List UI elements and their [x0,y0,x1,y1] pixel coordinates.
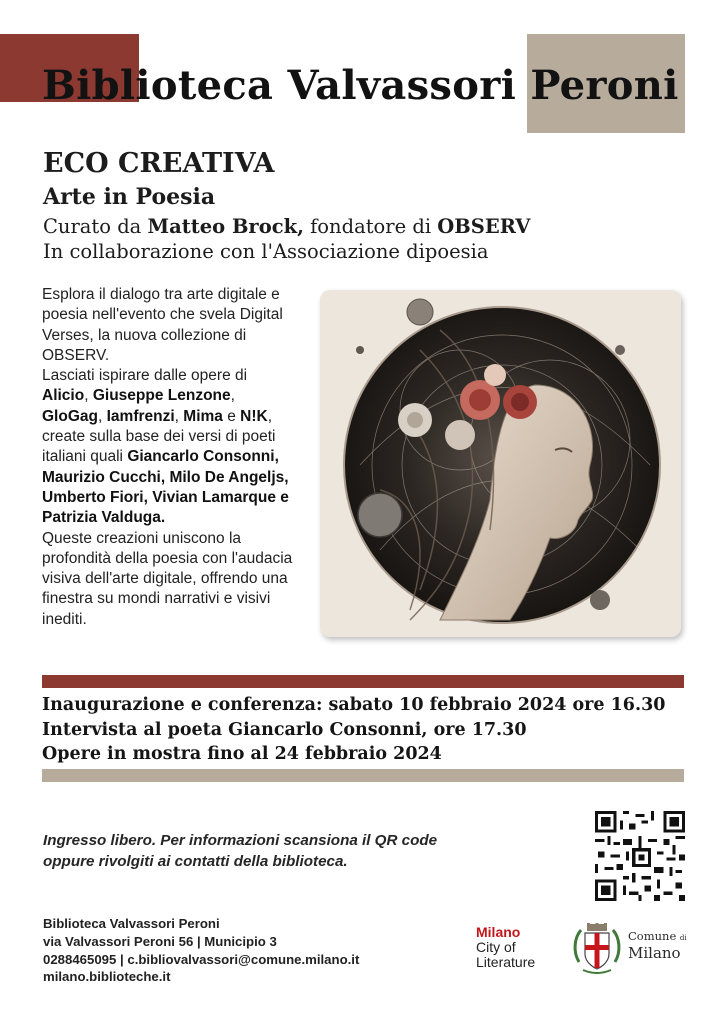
conjunction: e [222,407,241,425]
artist-name: N!K [240,407,268,425]
description-para-1: Esplora il dialogo tra arte digitale e poesia nell'evento che svela Digital Verses, la nuova collezione di OBSERV. [42,286,283,364]
collaboration-line: In collaborazione con l'Associazione dipoesia [43,240,489,263]
info-note [43,830,437,872]
brand-name: OBSERV [437,215,531,238]
artist-name: Alicio [42,387,85,405]
contact-website[interactable]: milano.biblioteche.it [43,969,171,985]
contact-address: via Valvassori Peroni 56 | Municipio 3 [43,933,277,949]
founder-text: fondatore di [303,215,438,238]
contact-block [43,915,359,986]
divider-beige [42,769,684,782]
logo-city-of-text: City of [476,939,516,955]
description-middle: create sulla base dei versi di poeti italiani quali [42,428,276,466]
description-intro: Lasciati ispirare dalle opere di [42,367,248,385]
info-line-1: Ingresso libero. Per informazioni scansiona il QR code [43,832,438,849]
artist-name: Iamfrenzi [106,407,175,425]
description [42,285,310,630]
description-para-2: Lasciati ispirare dalle opere di Alicio, Giuseppe Lenzone, GloGag, Iamfrenzi, Mima e N!K, create sulla base dei versi di poeti italiani quali Giancarlo Consonni, Maurizio Cucchi, Milo De Angeljs, Umberto Fiori, Vivian Lamarque e Patrizia Valduga. [42,367,289,527]
comune-di-text: di [679,934,687,942]
artist-name: Giuseppe Lenzone [92,387,231,405]
contact-phone-email[interactable]: 0288465095 | c.bibliovalvassori@comune.milano.it [43,951,360,967]
logo-literature-text: Literature [476,954,536,970]
library-title: Biblioteca Valvassori Peroni [42,62,679,109]
artist-name: Mima [183,407,223,425]
schedule-line-3: Opere in mostra fino al 24 febbraio 2024 [42,744,442,764]
city-of-literature-logo [476,925,535,970]
poets-list: Giancarlo Consonni, Maurizio Cucchi, Milo De Angeljs, Umberto Fiori, Vivian Lamarque e Patrizia Valduga. [42,448,289,527]
artist-name: GloGag [42,407,98,425]
comune-di-milano-logo [628,930,687,961]
qr-code[interactable] [595,811,685,901]
curator-line [43,215,530,238]
info-line-2: oppure rivolgiti ai contatti della biblioteca. [43,853,348,870]
schedule-line-2: Intervista al poeta Giancarlo Consonni, ore 17.30 [42,720,527,740]
comune-text: Comune [628,929,677,943]
curator-name: Matteo Brock, [147,215,304,238]
curator-prefix: Curato da [43,215,148,238]
comune-milano-text: Milano [628,944,681,962]
contact-name: Biblioteca Valvassori Peroni [43,916,220,931]
artwork-illustration [320,290,681,637]
description-para-3: Queste creazioni uniscono la profondità della poesia con l'audacia visiva dell'arte digitale, offrendo una finestra su mondi narrativi e visivi inediti. [42,529,293,628]
schedule-line-1: Inaugurazione e conferenza: sabato 10 febbraio 2024 ore 16.30 [42,695,666,715]
divider-red [42,675,684,688]
artwork-image [320,290,681,637]
logo-milano-text: Milano [476,924,521,940]
event-title: ECO CREATIVA [43,148,275,179]
milano-crest-icon [571,922,623,977]
event-subtitle: Arte in Poesia [43,184,216,210]
